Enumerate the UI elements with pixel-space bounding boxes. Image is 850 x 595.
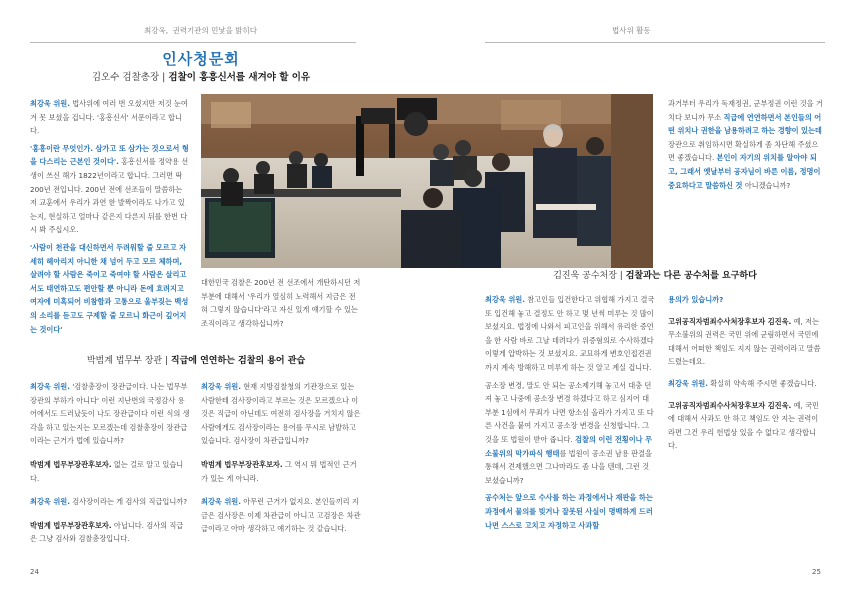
paragraph-text: 공소장 변경, 말도 안 되는 공소제기해 놓고서 대충 던져 놓고 나중에 공소장 변경 하겠다고 하고 심지어 대부분 1심에서 무죄가 나면 항소심 올라가 가지고 또 다른 사건을 붙여 가지고 공소장 변경을 신청합니다. 그것을 또 법원이 받아 줍니다.	[485, 380, 654, 444]
paragraph: 대한민국 검찰은 200년 전 선조에서 개탄하시던 저 부분에 대해서 '우리가 열심히 노력해서 지금은 전혀 그렇지 않습니다'라고 자신 있게 얘기할 수 있는 조직이라고 생각하십니까?	[201, 278, 361, 328]
speaker: 고위공직자범죄수사처장후보자 김진욱.	[668, 316, 792, 326]
subtitle-topic: 검찰이 홍흥신서를 새겨야 할 이유	[168, 72, 311, 83]
section-person: 김진욱 공수처장 |	[553, 271, 623, 281]
paragraph-text: 예, 저는 무소불위의 권력은 국민 위에 군림하면서 국민에 대해서 어떠한 책임도 지지 않는 권력이라고 말씀드렸는데요.	[668, 316, 821, 367]
highlight-quote: 용의가 있습니까?	[668, 295, 724, 304]
paragraph-text: 아무런 근거가 없지요. 본인들끼리 지금은 검사장은 이제 차관급이 아니고 고검장은 차관급이라고 아마 생각하고 얘기하는 것 같습니다.	[201, 497, 361, 534]
paragraph	[201, 495, 361, 536]
page-number-left: 24	[30, 568, 39, 576]
paragraph	[30, 142, 190, 237]
highlight-quote: '홍흥이란 무엇인가. 삼가고 또 삼가는 것으로서 형을 다스리는 근본인 것이다'.	[30, 143, 189, 167]
running-header-title: 권력기관의 민낯을 밝히다	[172, 26, 257, 35]
paragraph-text: 확실히 약속해 주시면 좋겠습니다.	[707, 378, 817, 388]
paragraph-text: 장관으로 취임하시면 확실하게 좀 차단해 주셨으면 좋겠습니다.	[668, 139, 819, 163]
middle-column	[201, 276, 361, 334]
highlight-quote: 검찰의 이런 전횡이나 무소불위의 막가파식 행태	[485, 434, 653, 458]
paragraph	[30, 380, 190, 448]
paragraph-text: 아닙니다. 검사의 직급은 그냥 검사와 검찰총장입니다.	[30, 520, 184, 544]
paragraph	[668, 377, 824, 391]
paragraph	[485, 491, 655, 532]
speaker: 최강욱 위원.	[201, 382, 241, 391]
paragraph	[30, 458, 190, 485]
subtitle-person: 김오수 검찰총장 |	[91, 72, 166, 83]
paragraph-text: 없는 걸로 알고 있습니다.	[30, 459, 184, 483]
article-title: 인사청문회	[162, 50, 240, 68]
running-header-author: 최강욱,	[144, 26, 169, 35]
paragraph	[485, 293, 655, 375]
paragraph	[30, 241, 190, 336]
paragraph	[201, 458, 361, 485]
section-heading-3	[485, 268, 825, 281]
running-header-right: 법사위 활동	[612, 26, 651, 35]
section2-right-column	[201, 380, 361, 540]
header-rule-right	[485, 42, 825, 43]
hearing-photo	[201, 94, 653, 268]
speaker: 박범계 법무부장관후보자.	[201, 459, 283, 469]
highlight-quote: 공수처는 앞으로 수사를 하는 과정에서나 재판을 하는 과정에서 물의를 빚거나 잘못된 사실이 명백하게 드러나면 스스로 고치고 자정하고 사과할	[485, 493, 653, 530]
speaker: 최강욱 위원.	[30, 99, 70, 108]
paragraph-text: 그 역시 뭐 법적인 근거가 있는 게 아니라.	[201, 459, 357, 483]
speaker: 최강욱 위원.	[668, 378, 708, 388]
speaker: 최강욱 위원.	[485, 295, 525, 304]
paragraph-text: 참고인들 입건한다고 위협해 가지고 결국 또 입건해 놓고 결정도 안 하고 몇 년씩 미루는 것 많이 보셨지요. 법정에 나와서 피고인을 위해서 유리한 증언을 한 사람 바로 그날 데려다가 위증혐의로 수사하겠다 이렇게 압박하는 것 보셨지요. 교묘하게 변호인접견권까지 계속 방해하고 미루게 하는 것 알고 계실 겁니다.	[485, 295, 655, 372]
paragraph-text: 검사장이라는 게 검사의 직급입니까?	[69, 497, 188, 507]
paragraph	[201, 380, 361, 448]
section-person: 박범계 법무부 장관 |	[86, 356, 169, 366]
paragraph-text: 홍흥신서를 정약용 선생이 쓰신 해가 1822년이라고 합니다. 그러면 딱 200년 전입니다. 200년 전에 선조들이 말씀하는 저 교훈에서 우리가 과연 한 발짝이라도 나가고 있는지, 현실하고 얼마나 같은지 다른지 뒤를 한번 다시 봐 주십시오.	[30, 157, 189, 235]
section-heading-2	[30, 353, 362, 366]
paragraph	[668, 97, 824, 192]
highlight-quote: 직급에 연연하면서 본인들의 어떤 위치나 권한을 남용하려고 하는 경향이 있는데	[668, 112, 822, 136]
speaker: 최강욱 위원.	[30, 497, 70, 507]
highlight-quote: 본인이 자기의 위치를 알아야 되고, 그래서 옛날부터 공자님이 바른 이름, 정명이 중요하다고 말씀하신 것	[668, 153, 821, 190]
section-topic: 검찰과는 다른 공수처를 요구하다	[625, 271, 757, 281]
paragraph	[30, 495, 190, 509]
paragraph-text: 아니겠습니까?	[742, 180, 791, 190]
section2-left-column	[30, 380, 190, 550]
paragraph	[668, 399, 824, 453]
paragraph-text: 예, 국민에 대해서 사과도 안 하고 책임도 안 지는 권력이라면 그건 우리 헌법상 있을 수 없다고 생각합니다.	[668, 400, 819, 451]
speaker: 박범계 법무부장관후보자.	[30, 520, 112, 530]
paragraph	[485, 379, 655, 488]
speaker: 최강욱 위원.	[201, 497, 241, 507]
paragraph-text: 법사위에 여러 번 오셨지만 저것 눈여겨 못 보셨을 겁니다. '홍흥신서' 서문이라고 합니다.	[30, 99, 188, 136]
section3-left-column	[485, 293, 655, 536]
paragraph	[668, 315, 824, 369]
paragraph-text: '검찰총장이 장관급이다. 나는 법무부장관의 부하가 아니다' 이런 지난번의 국정감사 용어에서도 드러났듯이 나도 장관급이다 이런 식의 생각을 하고 있는지는 모르겠는데 검찰총장이 장관급이라는 근거가 법에 있습니까?	[30, 382, 190, 446]
page-number-right: 25	[812, 568, 821, 576]
left-column	[30, 97, 190, 340]
highlight-quote: '사람이 천관을 대신하면서 두려워할 줄 모르고 자세히 헤아리지 아니한 채 넘어 두고 모르 체하며, 살려야 할 사람은 죽이고 죽여야 할 사람은 살리고서도 태연하고도 편안할 뿐 아니라 돈에 흐려지고 여자에 미혹되어 비참함과 고통으로 울부짖는 백성의 소리를 듣고도 구제할 줄 모르니 화근이 깊어지는 것이다'	[30, 242, 189, 334]
right-column-top	[668, 97, 824, 196]
header-rule-left	[30, 42, 356, 43]
speaker: 박범계 법무부장관후보자.	[30, 459, 112, 469]
running-header-left	[144, 25, 257, 36]
speaker: 최강욱 위원.	[30, 382, 70, 391]
paragraph	[30, 519, 190, 546]
paragraph-text: 현재 지방검찰청의 기관장으로 있는 사람한테 검사장이라고 부르는 것은 모르겠으나 이것은 직급이 아닌데도 여전히 검사장을 거치지 않은 사람에게도 검사장이라는 용어를 무시로 남발하고 있습니다. 검사장이 차관급입니까?	[201, 382, 361, 446]
paragraph	[30, 97, 190, 138]
article-subtitle	[0, 69, 402, 83]
paragraph-text: 를 법원이 공소권 남용 판결을 통해서 견제했으면 그나마라도 좀 나을 텐데, 그런 것 보셨습니까?	[485, 448, 652, 485]
paragraph	[668, 293, 824, 307]
section3-right-column	[668, 293, 824, 457]
paragraph-text: 과거부터 우리가 독재정권, 군부정권 이런 것을 거치다 보니까 무소	[668, 99, 823, 122]
section-topic: 직급에 연연하는 검찰의 용어 관습	[170, 356, 306, 366]
speaker: 고위공직자범죄수사처장후보자 김진욱.	[668, 400, 792, 410]
